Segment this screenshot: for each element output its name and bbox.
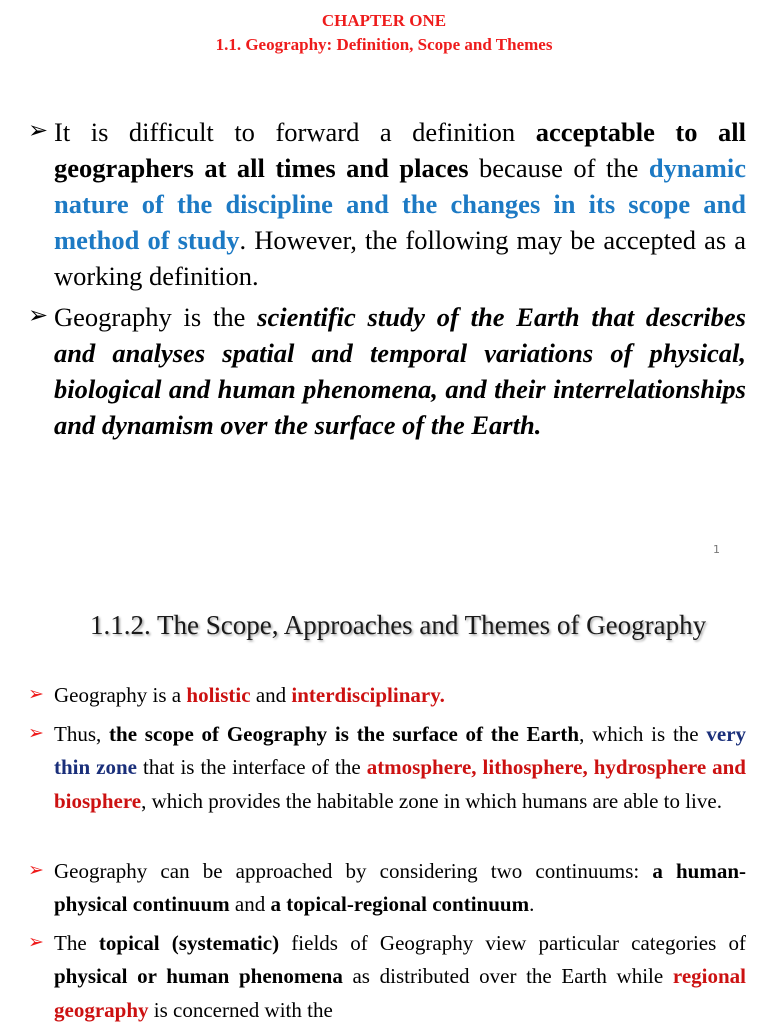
- section-title: 1.1. Geography: Definition, Scope and Themes: [215, 35, 553, 54]
- arrowhead-bullet-icon: ➢: [28, 116, 49, 144]
- arrowhead-bullet-icon: ➢: [28, 859, 44, 881]
- bullet-text: Geography can be approached by considering two continuums: a human-physical continuum and a topical-regional continuum.: [54, 859, 746, 917]
- slide-2-heading: 1.1.2. The Scope, Approaches and Themes of Geography: [90, 610, 707, 640]
- bullet-text: The topical (systematic) fields of Geography view particular categories of physical or human phenomena as distributed over the Earth while regional geography is concerned with the: [54, 931, 747, 1022]
- arrowhead-bullet-icon: ➢: [28, 301, 49, 329]
- bullet-text: Geography is a holistic and interdisciplinary.: [54, 683, 445, 707]
- arrowhead-bullet-icon: ➢: [28, 722, 44, 744]
- slide-2: [0, 568, 768, 1024]
- bullet-text: It is difficult to forward a definition acceptable to all geographers at all times and places because of the dynamic nature of the discipline and the changes in its scope and method of study. However, the following may be accepted as a working definition.: [54, 117, 747, 291]
- chapter-title: CHAPTER ONE: [321, 11, 447, 30]
- arrowhead-bullet-icon: ➢: [28, 683, 44, 705]
- page-number: 1: [713, 543, 720, 556]
- bullet-text: Thus, the scope of Geography is the surface of the Earth, which is the very thin zone that is the interface of the atmosphere, lithosphere, hydrosphere and biosphere, which provides the habitable zone in which humans are able to live.: [54, 722, 747, 813]
- arrowhead-bullet-icon: ➢: [28, 931, 44, 953]
- bullet-text: Geography is the scientific study of the Earth that describes and analyses spatial and temporal variations of physical, biological and human phenomena, and their interrelationships and dynamism over the surface of the Earth.: [54, 302, 746, 440]
